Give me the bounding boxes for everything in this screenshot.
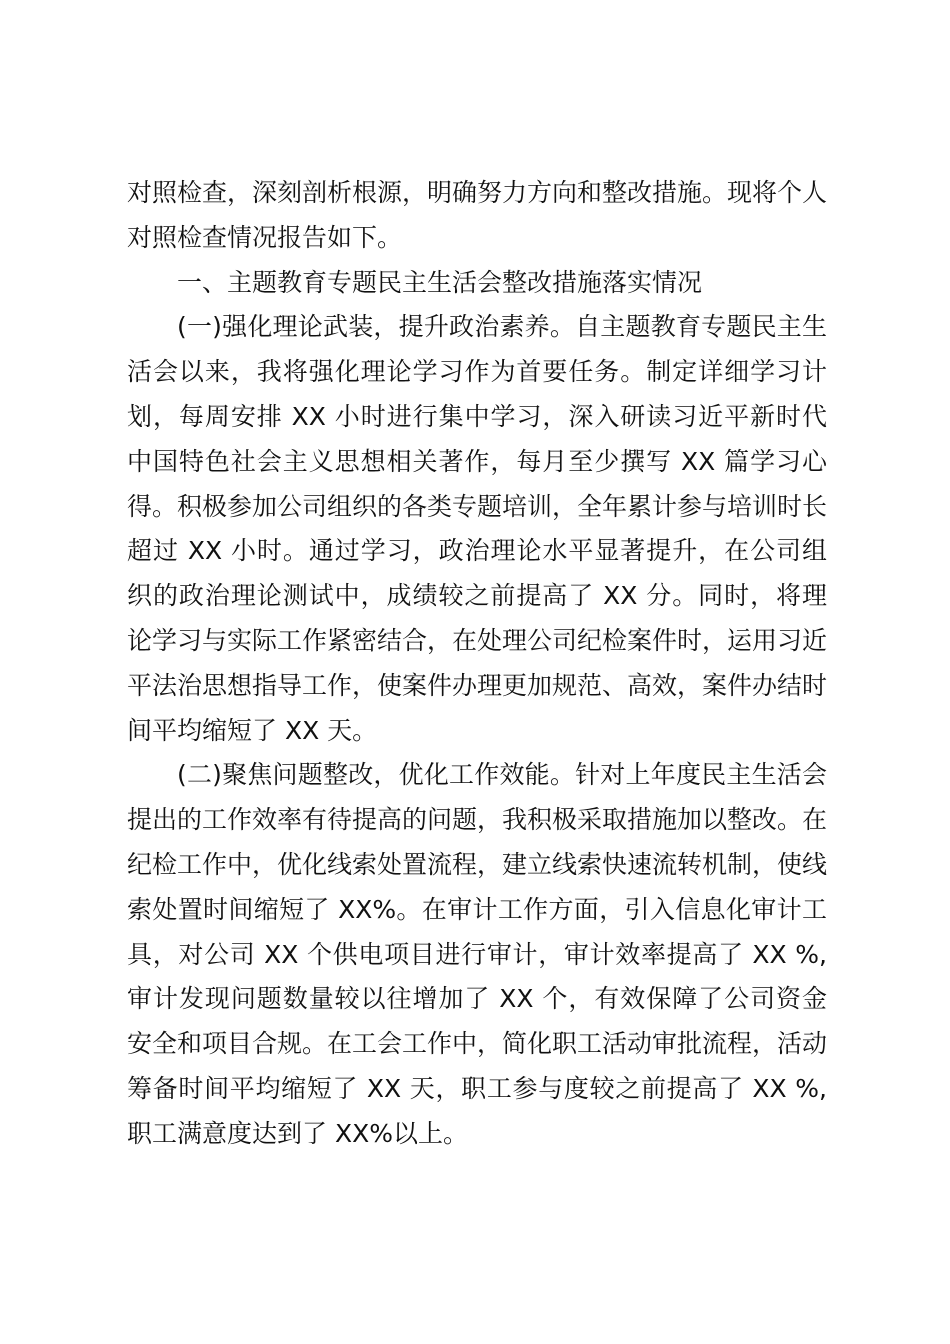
paragraph-intro-continuation: 对照检查，深刻剖析根源，明确努力方向和整改措施。现将个人对照检查情况报告如下。 xyxy=(127,178,828,252)
section-heading-1: 一、主题教育专题民主生活会整改措施落实情况 xyxy=(177,267,703,297)
paragraph-rectification: (二)聚焦问题整改，优化工作效能。针对上年度民主生活会提出的工作效率有待提高的问题，我积极采取措施加以整改。在纪检工作中，优化线索处置流程，建立线索快速流转机制，使线索处置时间缩短了 XX%。在审计工作方面，引入信息化审计工具，对公司 XX 个供电项目进行审计，审计效率提高了 XX %,审计发现问题数量较以往增加了 XX 个，有效保障了公司资金安全和项目合规。在工会工作中，简化职工活动审批流程，活动筹备时间平均缩短了 XX 天，职工参与度较之前提高了 XX %,职工满意度达到了 XX%以上。 xyxy=(127,760,828,1148)
paragraph-theory-study: (一)强化理论武装，提升政治素养。自主题教育专题民主生活会以来，我将强化理论学习作为首要任务。制定详细学习计划，每周安排 XX 小时进行集中学习，深入研读习近平新时代中国特色社会主义思想相关著作，每月至少撰写 XX 篇学习心得。积极参加公司组织的各类专题培训，全年累计参与培训时长超过 XX 小时。通过学习，政治理论水平显著提升，在公司组织的政治理论测试中，成绩较之前提高了 XX 分。同时，将理论学习与实际工作紧密结合，在处理公司纪检案件时，运用习近平法治思想指导工作，使案件办理更加规范、高效，案件办结时间平均缩短了 XX 天。 xyxy=(127,312,828,745)
document-body xyxy=(127,171,827,1157)
